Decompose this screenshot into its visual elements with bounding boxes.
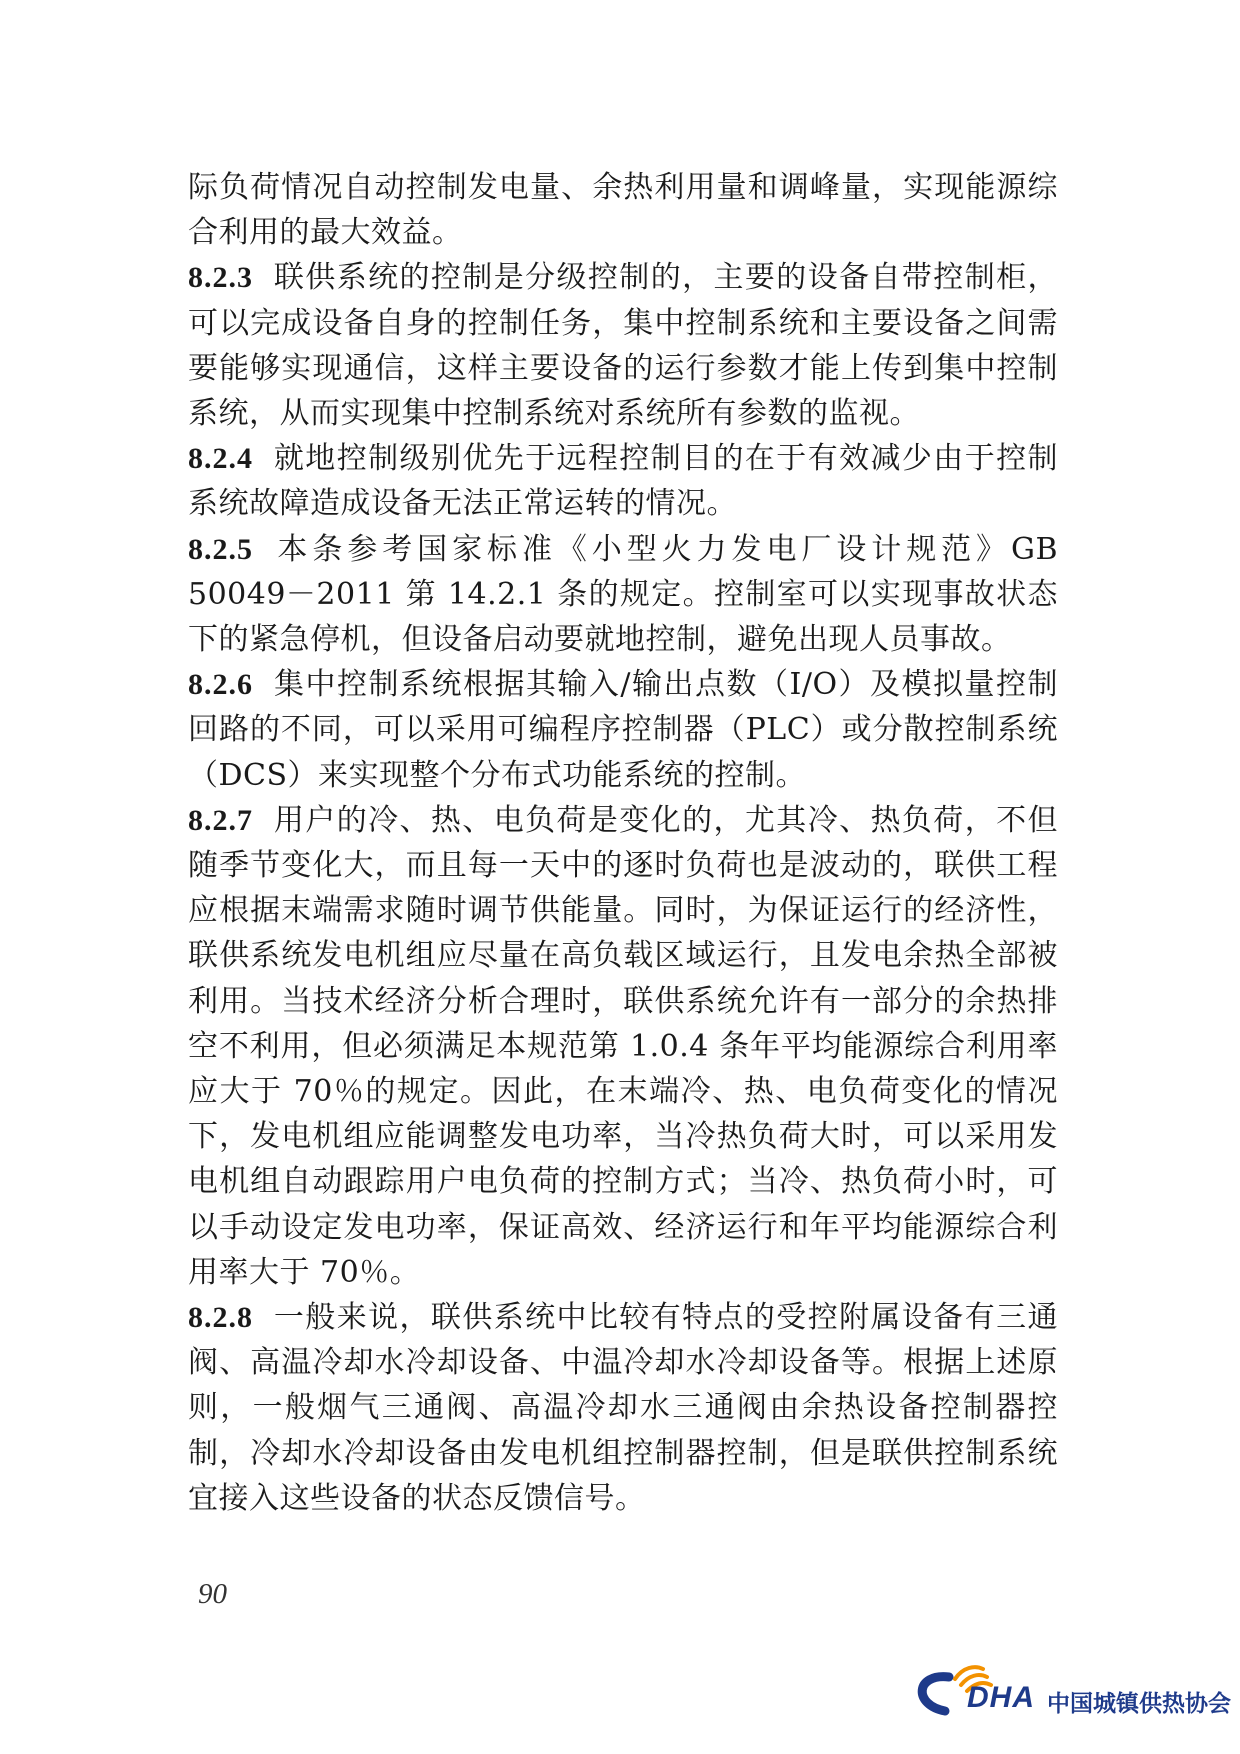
paragraph-text: 际负荷情况自动控制发电量、余热利用量和调峰量，实现能源综合利用的最大效益。: [188, 170, 1058, 251]
clause-number: 8.2.5: [188, 532, 253, 566]
clause-number: 8.2.7: [188, 803, 253, 837]
clause-text: 集中控制系统根据其输入/输出点数（I/O）及模拟量控制回路的不同，可以采用可编程序控制器（PLC）或分散控制系统（DCS）来实现整个分布式功能系统的控制。: [188, 667, 1058, 793]
clause-8-2-6: [188, 662, 1058, 798]
clause-8-2-3: [188, 255, 1058, 436]
clause-number: 8.2.4: [188, 442, 253, 476]
clause-text: 一般来说，联供系统中比较有特点的受控附属设备有三通阀、高温冷却水冷却设备、中温冷却水冷却设备等。根据上述原则，一般烟气三通阀、高温冷却水三通阀由余热设备控制器控制，冷却水冷却设备由发电机组控制器控制，但是联供控制系统宜接入这些设备的状态反馈信号。: [188, 1300, 1058, 1516]
logo-organization-name: 中国城镇供热协会: [1047, 1691, 1231, 1717]
clause-8-2-7: [188, 798, 1058, 1295]
clause-text: 本条参考国家标准《小型火力发电厂设计规范》GB 50049－2011 第 14.2.1 条的规定。控制室可以实现事故状态下的紧急停机，但设备启动要就地控制，避免出现人员事故。: [188, 531, 1058, 658]
clause-8-2-8: [188, 1295, 1058, 1521]
clause-8-2-4: [188, 436, 1058, 526]
clause-number: 8.2.6: [188, 668, 253, 702]
clause-text: 就地控制级别优先于远程控制目的在于有效减少由于控制系统故障造成设备无法正常运转的情况。: [188, 441, 1058, 522]
footer-logo: [905, 1655, 1231, 1725]
clause-text: 用户的冷、热、电负荷是变化的，尤其冷、热负荷，不但随季节变化大，而且每一天中的逐时负荷也是波动的，联供工程应根据末端需求随时调节供能量。同时，为保证运行的经济性，联供系统发电机组应尽量在高负载区域运行，且发电余热全部被利用。当技术经济分析合理时，联供系统允许有一部分的余热排空不利用，但必须满足本规范第 1.0.4 条年平均能源综合利用率应大于 70％的规定。因此，在末端冷、热、电负荷变化的情况下，发电机组应能调整发电功率，当冷热负荷大时，可以采用发电机组自动跟踪用户电负荷的控制方式；当冷、热负荷小时，可以手动设定发电功率，保证高效、经济运行和年平均能源综合利用率大于 70％。: [188, 802, 1058, 1290]
page-number: 90: [198, 1578, 227, 1610]
page-body: [188, 165, 1058, 1521]
logo-letters: DHA: [967, 1681, 1035, 1714]
clause-8-2-5: [188, 527, 1058, 663]
paragraph-continued: [188, 165, 1058, 255]
clause-text: 联供系统的控制是分级控制的，主要的设备自带控制柜，可以完成设备自身的控制任务，集中控制系统和主要设备之间需要能够实现通信，这样主要设备的运行参数才能上传到集中控制系统，从而实现集中控制系统对系统所有参数的监视。: [188, 260, 1058, 432]
clause-number: 8.2.3: [188, 261, 253, 295]
clause-number: 8.2.8: [188, 1301, 253, 1335]
